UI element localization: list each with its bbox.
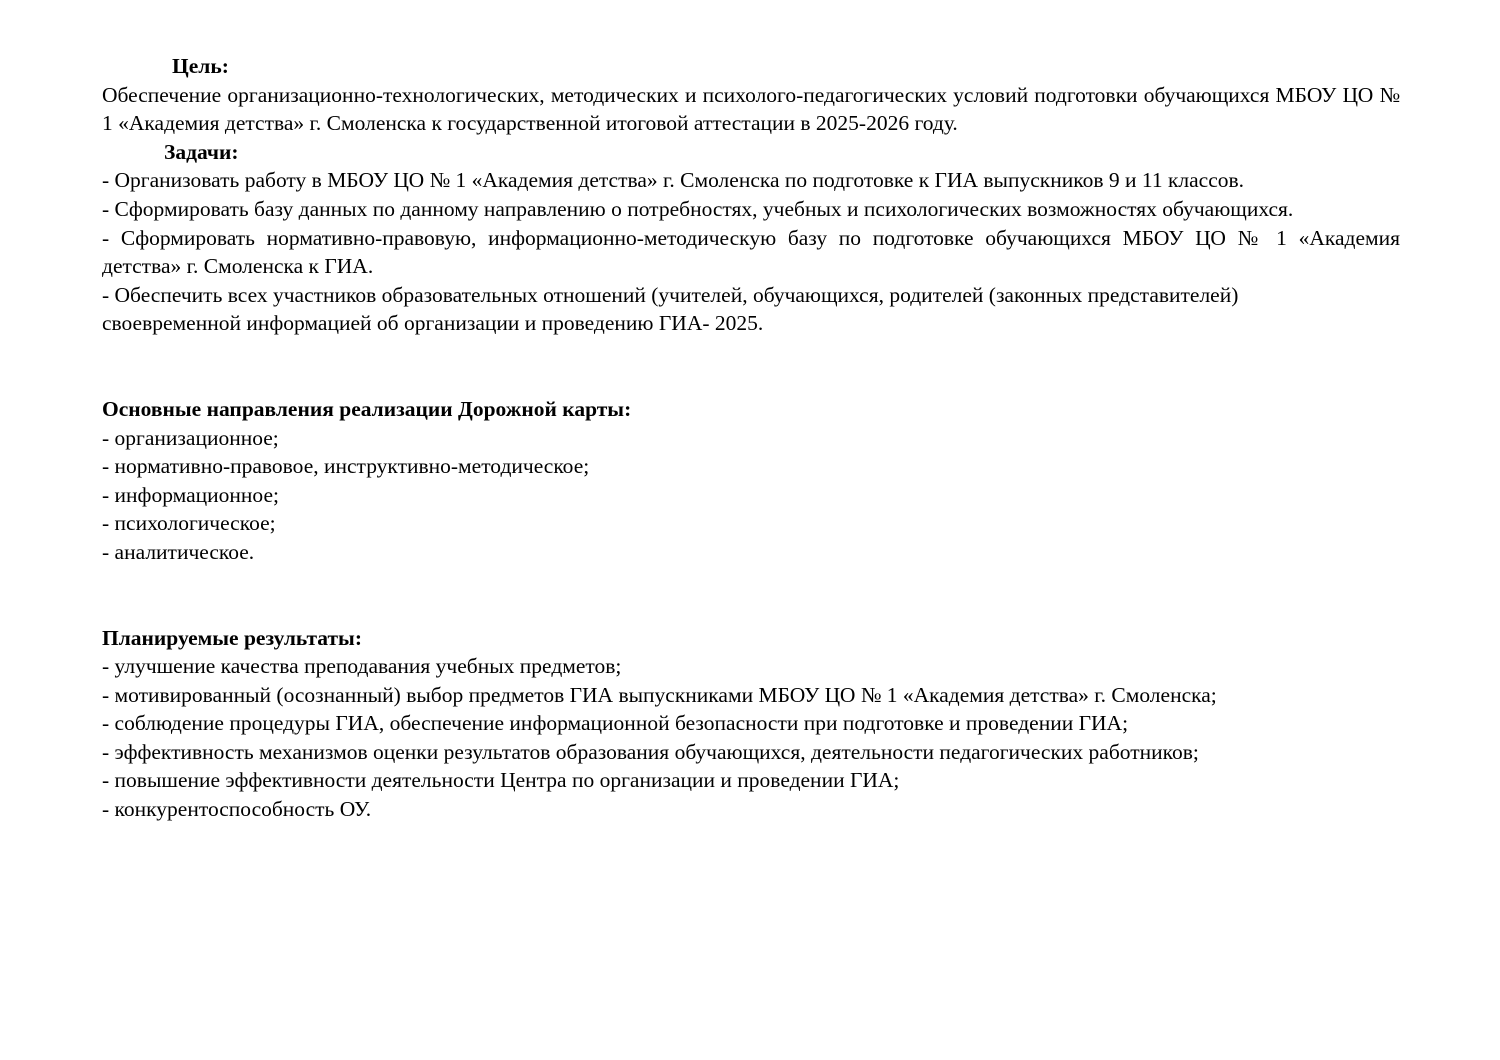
list-item: - эффективность механизмов оценки результатов образования обучающихся, деятельности педагогических работников; <box>102 739 1199 764</box>
directions-list <box>102 424 1400 567</box>
list-item: - психологическое; <box>102 511 276 536</box>
tasks-heading: Задачи: <box>164 139 239 164</box>
list-item: - соблюдение процедуры ГИА, обеспечение информационной безопасности при подготовке и проведении ГИА; <box>102 711 1129 736</box>
list-item: - аналитическое. <box>102 539 255 564</box>
section-spacer <box>102 338 1400 395</box>
goal-text: Обеспечение организационно-технологических, методических и психолого-педагогических условий подготовки обучающихся МБОУ ЦО № 1 «Академия детства» г. Смоленска к государственной итоговой аттестации в 2025-2026 году. <box>102 82 1400 136</box>
results-heading: Планируемые результаты: <box>102 625 363 650</box>
document-page <box>102 52 1400 824</box>
list-item: - информационное; <box>102 482 279 507</box>
list-item: - организационное; <box>102 425 279 450</box>
list-item: - нормативно-правовое, инструктивно-методическое; <box>102 454 590 479</box>
list-item: - улучшение качества преподавания учебных предметов; <box>102 654 622 679</box>
list-item: - конкурентоспособность ОУ. <box>102 797 372 822</box>
task-item: - Сформировать базу данных по данному направлению о потребностях, учебных и психологических возможностях обучающихся. <box>102 196 1294 221</box>
list-item: - повышение эффективности деятельности Центра по организации и проведении ГИА; <box>102 768 900 793</box>
list-item: - мотивированный (осознанный) выбор предметов ГИА выпускниками МБОУ ЦО № 1 «Академия детства» г. Смоленска; <box>102 682 1217 707</box>
directions-heading: Основные направления реализации Дорожной карты: <box>102 396 632 421</box>
goal-heading: Цель: <box>172 54 229 78</box>
results-list <box>102 652 1400 824</box>
task-item: - Обеспечить всех участников образовательных отношений (учителей, обучающихся, родителей (законных представителей) своевременной информацией об организации и проведению ГИА- 2025. <box>102 282 1239 336</box>
task-item: - Сформировать нормативно-правовую, информационно-методическую базу по подготовке обучающихся МБОУ ЦО № 1 «Академия детства» г. Смоленска к ГИА. <box>102 225 1400 279</box>
section-spacer <box>102 567 1400 624</box>
task-item: - Организовать работу в МБОУ ЦО № 1 «Академия детства» г. Смоленска по подготовке к ГИА выпускников 9 и 11 классов. <box>102 168 1245 193</box>
